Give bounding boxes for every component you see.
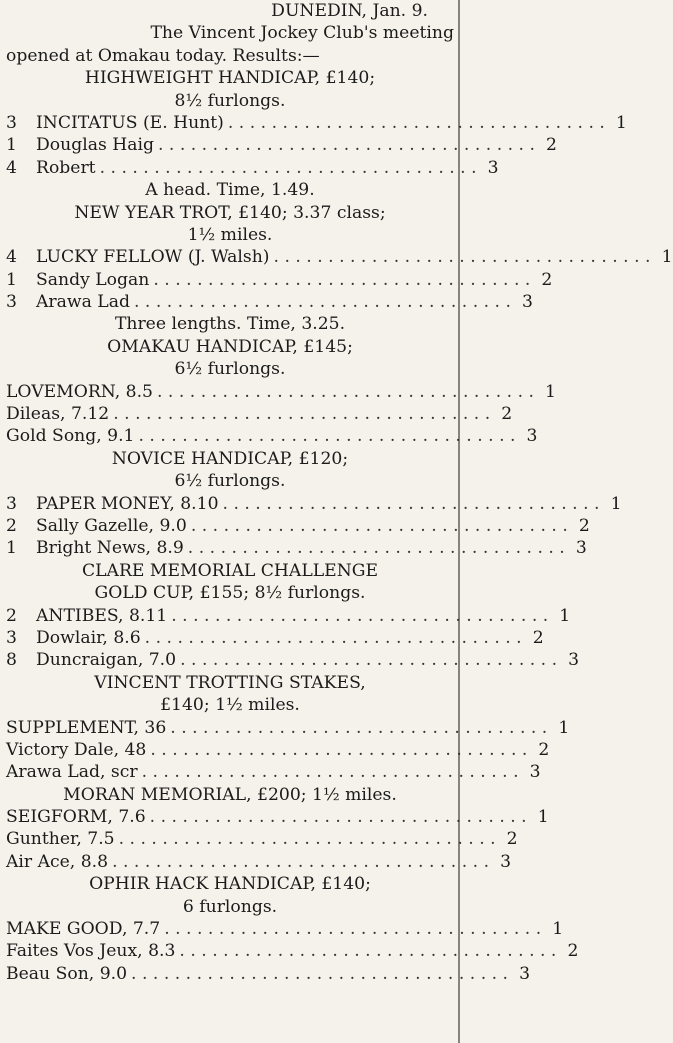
race-title: CLARE MEMORIAL CHALLENGE: [81, 560, 379, 581]
leader-dots: . . . . . . . . . . . . . . . . . . . . . . . . . . . . . . . . . . .: [170, 717, 548, 738]
leader-dots: . . . . . . . . . . . . . . . . . . . . . . . . . . . . . . . . . . .: [150, 739, 528, 760]
result-row: [6, 269, 553, 291]
leader-dots: . . . . . . . . . . . . . . . . . . . . . . . . . . . . . . . . . . .: [153, 269, 531, 290]
leader-dots: . . . . . . . . . . . . . . . . . . . . . . . . . . . . . . . . . . .: [112, 851, 490, 872]
placing: 1: [559, 605, 571, 626]
entry-number: 1: [6, 135, 17, 156]
placing: 1: [545, 381, 556, 402]
leader-dots: . . . . . . . . . . . . . . . . . . . . . . . . . . . . . . . . . . .: [227, 112, 605, 133]
entry-number: 1: [6, 269, 17, 290]
result-row: [6, 537, 587, 559]
horse-name: Sandy Logan: [36, 269, 150, 290]
race-title: VINCENT TROTTING STAKES,: [94, 672, 366, 693]
leader-dots: . . . . . . . . . . . . . . . . . . . . . . . . . . . . . . . . . . .: [149, 807, 527, 828]
race-section: [6, 67, 627, 201]
horse-name: ANTIBES, 8.11: [36, 605, 168, 626]
race-subtitle: GOLD CUP, £155; 8½ furlongs.: [94, 583, 366, 604]
horse-name: Faites Vos Jeux, 8.3: [6, 941, 176, 962]
placing: 3: [522, 292, 533, 313]
placing: 2: [501, 404, 513, 425]
result-row: [6, 246, 673, 268]
result-row: [6, 627, 544, 649]
race-section: [6, 672, 570, 784]
horse-name: Duncraigan, 7.0: [36, 650, 177, 671]
leader-dots: . . . . . . . . . . . . . . . . . . . . . . . . . . . . . . . . . . .: [164, 919, 542, 940]
race-title: OMAKAU HANDICAP, £145;: [107, 336, 353, 357]
race-section: [6, 784, 549, 874]
result-row: [6, 963, 531, 985]
leader-dots: . . . . . . . . . . . . . . . . . . . . . . . . . . . . . . . . . . .: [144, 627, 522, 648]
horse-name: Dileas, 7.12: [6, 404, 110, 425]
leader-dots: . . . . . . . . . . . . . . . . . . . . . . . . . . . . . . . . . . .: [187, 538, 565, 559]
result-row: [6, 291, 533, 313]
leader-dots: . . . . . . . . . . . . . . . . . . . . . . . . . . . . . . . . . . .: [118, 829, 496, 850]
race-subtitle: £140; 1½ miles.: [160, 695, 300, 716]
horse-name: LUCKY FELLOW (J. Walsh): [36, 247, 270, 268]
leader-dots: . . . . . . . . . . . . . . . . . . . . . . . . . . . . . . . . . . .: [222, 493, 600, 514]
result-row: [6, 403, 513, 425]
horse-name: Bright News, 8.9: [36, 538, 184, 559]
horse-name: INCITATUS (E. Hunt): [36, 112, 224, 133]
placing: 2: [578, 515, 590, 536]
result-row: [6, 134, 557, 156]
race-note: Three lengths. Time, 3.25.: [114, 314, 346, 335]
horse-name: Arawa Lad, scr: [6, 762, 138, 783]
result-row: [6, 717, 570, 739]
race-title: HIGHWEIGHT HANDICAP, £140;: [84, 68, 376, 89]
result-row: [6, 940, 579, 962]
leader-dots: . . . . . . . . . . . . . . . . . . . . . . . . . . . . . . . . . . .: [157, 381, 534, 402]
leader-dots: . . . . . . . . . . . . . . . . . . . . . . . . . . . . . . . . . . .: [190, 515, 568, 536]
placing: 3: [519, 963, 531, 984]
result-row: [6, 828, 518, 850]
placing: 2: [567, 941, 579, 962]
horse-name: Victory Dale, 48: [6, 739, 147, 760]
result-row: [6, 515, 590, 537]
horse-name: Air Ace, 8.8: [6, 851, 109, 872]
horse-name: Robert: [36, 157, 96, 178]
race-list: [6, 67, 673, 985]
entry-number: 4: [6, 247, 17, 268]
result-row: [6, 739, 550, 761]
result-row: [6, 649, 580, 671]
result-row: [6, 381, 556, 403]
race-subtitle: 8½ furlongs.: [174, 90, 286, 111]
intro-line-2: opened at Omakau today. Results:—: [6, 45, 320, 66]
placing: 1: [558, 717, 570, 738]
result-row: [6, 806, 549, 828]
entry-number: 8: [6, 650, 17, 671]
leader-dots: . . . . . . . . . . . . . . . . . . . . . . . . . . . . . . . . . . .: [171, 605, 549, 626]
leader-dots: . . . . . . . . . . . . . . . . . . . . . . . . . . . . . . . . . . .: [133, 292, 511, 313]
horse-name: SEIGFORM, 7.6: [6, 807, 146, 828]
placing: 1: [537, 807, 549, 828]
result-row: [6, 918, 564, 940]
race-section: [6, 336, 556, 448]
race-subtitle: 1½ miles.: [187, 224, 273, 245]
placing: 2: [506, 829, 518, 850]
horse-name: PAPER MONEY, 8.10: [36, 493, 219, 514]
horse-name: Dowlair, 8.6: [36, 627, 141, 648]
result-row: [6, 605, 571, 627]
leader-dots: . . . . . . . . . . . . . . . . . . . . . . . . . . . . . . . . . . .: [179, 941, 557, 962]
horse-name: Arawa Lad: [36, 292, 130, 313]
leader-dots: . . . . . . . . . . . . . . . . . . . . . . . . . . . . . . . . . . .: [273, 247, 651, 268]
race-title: OPHIR HACK HANDICAP, £140;: [89, 874, 371, 895]
race-section: [6, 202, 673, 336]
race-subtitle: 6 furlongs.: [182, 896, 278, 917]
horse-name: SUPPLEMENT, 36: [6, 717, 167, 738]
placing: 1: [552, 919, 564, 940]
intro-line-1: The Vincent Jockey Club's meeting: [150, 23, 454, 44]
horse-name: MAKE GOOD, 7.7: [6, 919, 161, 940]
race-subtitle: 6½ furlongs.: [174, 471, 286, 492]
placing: 2: [532, 627, 544, 648]
leader-dots: . . . . . . . . . . . . . . . . . . . . . . . . . . . . . . . . . . .: [138, 426, 516, 447]
result-row: [6, 157, 499, 179]
placing: 3: [487, 157, 499, 178]
entry-number: 3: [6, 292, 17, 313]
race-subtitle: 6½ furlongs.: [174, 359, 286, 380]
leader-dots: . . . . . . . . . . . . . . . . . . . . . . . . . . . . . . . . . . .: [99, 157, 477, 178]
horse-name: Beau Son, 9.0: [6, 963, 128, 984]
placing: 2: [546, 135, 557, 156]
horse-name: Gunther, 7.5: [6, 829, 115, 850]
placing: 1: [615, 112, 627, 133]
entry-number: 2: [6, 515, 17, 536]
horse-name: Douglas Haig: [36, 135, 154, 156]
leader-dots: . . . . . . . . . . . . . . . . . . . . . . . . . . . . . . . . . . .: [157, 135, 535, 156]
dateline: DUNEDIN, Jan. 9.: [271, 1, 428, 21]
result-row: [6, 425, 538, 447]
result-row: [6, 851, 512, 873]
leader-dots: . . . . . . . . . . . . . . . . . . . . . . . . . . . . . . . . . . .: [113, 404, 491, 425]
entry-number: 1: [6, 538, 17, 559]
leader-dots: . . . . . . . . . . . . . . . . . . . . . . . . . . . . . . . . . . .: [141, 762, 519, 783]
race-note: A head. Time, 1.49.: [145, 180, 315, 201]
placing: 3: [575, 538, 587, 559]
placing: 2: [541, 269, 553, 290]
entry-number: 3: [6, 627, 17, 648]
horse-name: Gold Song, 9.1: [6, 426, 135, 447]
placing: 1: [661, 247, 673, 268]
result-row: [6, 493, 622, 515]
race-section: [6, 873, 579, 985]
result-row: [6, 761, 541, 783]
entry-number: 4: [6, 157, 17, 178]
entry-number: 3: [6, 112, 17, 133]
race-section: [6, 448, 622, 560]
horse-name: Sally Gazelle, 9.0: [36, 515, 187, 536]
placing: 2: [538, 739, 550, 760]
placing: 1: [610, 493, 622, 514]
result-row: [6, 112, 627, 134]
placing: 3: [529, 762, 541, 783]
leader-dots: . . . . . . . . . . . . . . . . . . . . . . . . . . . . . . . . . . .: [180, 650, 558, 671]
entry-number: 3: [6, 493, 17, 514]
race-section: [6, 560, 580, 672]
leader-dots: . . . . . . . . . . . . . . . . . . . . . . . . . . . . . . . . . . .: [131, 963, 509, 984]
placing: 3: [500, 851, 512, 872]
race-title: NEW YEAR TROT, £140; 3.37 class;: [74, 202, 386, 223]
horse-name: LOVEMORN, 8.5: [6, 381, 153, 402]
results-column: [6, 0, 673, 985]
entry-number: 2: [6, 605, 17, 626]
placing: 3: [526, 426, 538, 447]
placing: 3: [568, 650, 580, 671]
race-title: MORAN MEMORIAL, £200; 1½ miles.: [63, 784, 397, 805]
race-title: NOVICE HANDICAP, £120;: [111, 448, 349, 469]
